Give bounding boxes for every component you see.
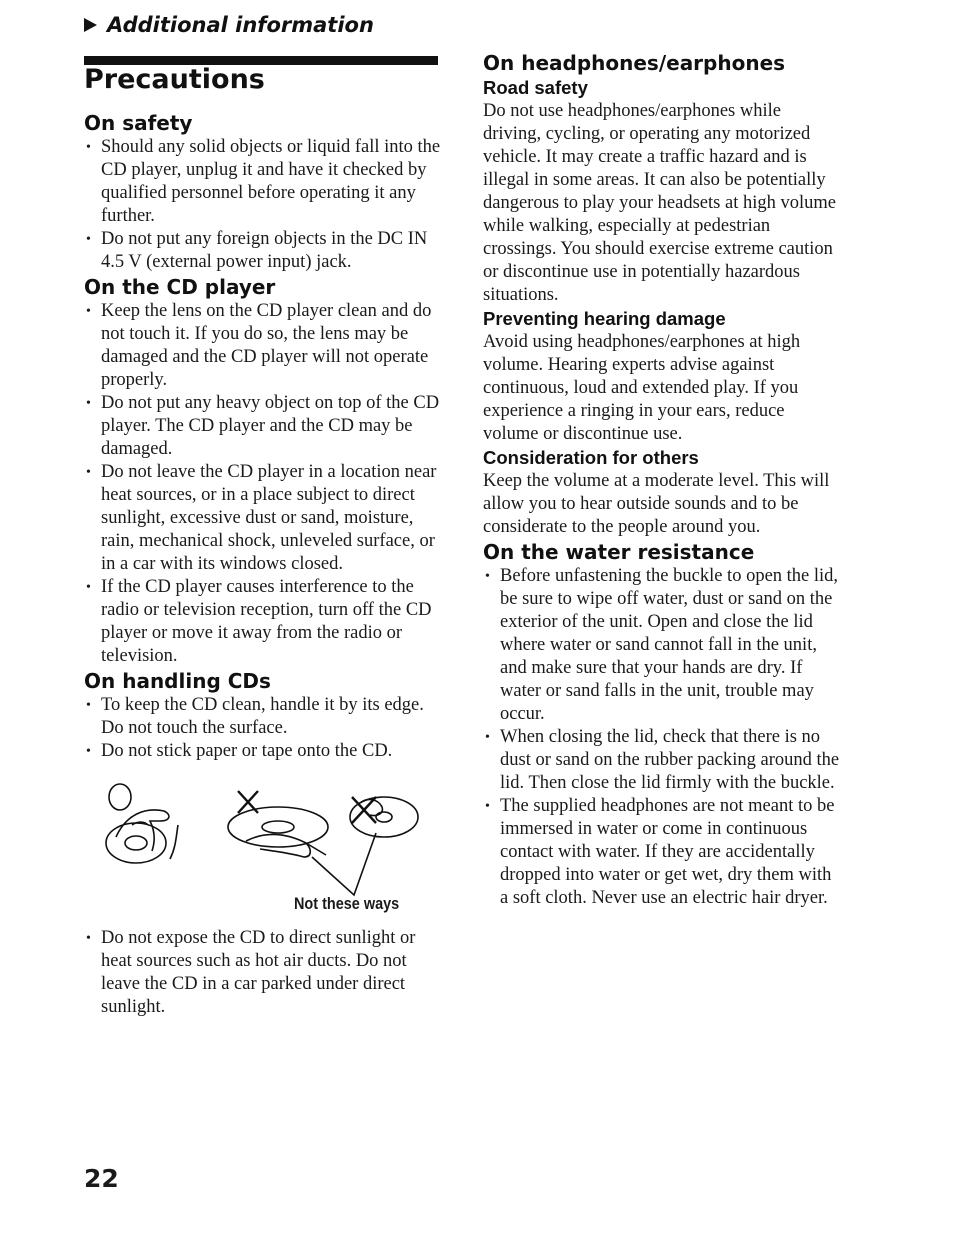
handling-list [84, 694, 444, 763]
list-item: • Do not leave the CD player in a location near heat sources, or in a place subject to direct sunlight, excessive dust or sand, moisture, rain, mechanical shock, unleveled surface, or in a car with its windows closed. [84, 461, 444, 576]
heading-on-handling-cds: On handling CDs [84, 669, 271, 693]
list-item: • Before unfastening the buckle to open the lid, be sure to wipe off water, dust or sand on the exterior of the unit. Open and close the lid where water or sand cannot fall in the unit, and make sure that your hands are dry. If water or sand falls in the unit, trouble may occur. [483, 565, 843, 726]
list-item: • The supplied headphones are not meant to be immersed in water or come in continuous contact with water. If they are accidentally dropped into water or get wet, dry them with a soft cloth. Never use an electric hair dryer. [483, 795, 843, 910]
illustration-caption: Not these ways [294, 894, 400, 913]
triangle-right-icon [84, 18, 97, 32]
cd-handling-illustration [98, 777, 438, 927]
heading-preventing-hearing-damage: Preventing hearing damage [483, 308, 726, 329]
list-item: • Do not expose the CD to direct sunlight or heat sources such as hot air ducts. Do not leave the CD in a car parked under direct sunlight. [84, 927, 444, 1019]
list-item: • Do not stick paper or tape onto the CD. [84, 740, 444, 763]
road-safety-text: Do not use headphones/earphones while driving, cycling, or operating any motorized vehicle. It may create a traffic hazard and is illegal in some areas. It can also be potentially dangerous to play your headsets at high volume while walking, especially at pedestrian crossings. You should exercise extreme caution or discontinue use in potentially hazardous situations. [483, 101, 836, 305]
list-item: • Should any solid objects or liquid fall into the CD player, unplug it and have it checked by qualified personnel before operating it any further. [84, 136, 444, 228]
heading-water-resistance: On the water resistance [483, 540, 755, 564]
list-item: • To keep the CD clean, handle it by its edge. Do not touch the surface. [84, 694, 444, 740]
list-item: • Do not put any heavy object on top of the CD player. The CD player and the CD may be damaged. [84, 392, 444, 461]
list-item: • When closing the lid, check that there is no dust or sand on the rubber packing around the lid. Then close the lid firmly with the buckle. [483, 726, 843, 795]
right-column [483, 50, 843, 910]
list-item: • Keep the lens on the CD player clean and do not touch it. If you do so, the lens may be damaged and the CD player will not operate properly. [84, 300, 444, 392]
page-title: Precautions [84, 64, 265, 95]
list-item: • Do not put any foreign objects in the DC IN 4.5 V (external power input) jack. [84, 228, 444, 274]
ok-circle-icon [109, 784, 131, 810]
safety-list [84, 136, 444, 274]
hearing-text: Avoid using headphones/earphones at high volume. Hearing experts advise against continuous, loud and extended play. If you experience a ringing in your ears, reduce volume or discontinue use. [483, 332, 801, 444]
section-label-text: Additional information [107, 13, 374, 37]
list-item: • If the CD player causes interference to the radio or television reception, turn off the CD player or move it away from the radio or television. [84, 576, 444, 668]
heading-on-headphones: On headphones/earphones [483, 51, 786, 75]
handling-list-continued [84, 927, 444, 1019]
left-column [84, 110, 444, 1019]
heading-consideration-for-others: Consideration for others [483, 447, 699, 468]
heading-road-safety: Road safety [483, 77, 588, 98]
section-label [84, 13, 374, 37]
cd-player-list [84, 300, 444, 668]
page-number: 22 [84, 1164, 119, 1193]
heading-on-safety: On safety [84, 111, 193, 135]
others-text: Keep the volume at a moderate level. This will allow you to hear outside sounds and to be considerate to the people around you. [483, 471, 830, 537]
water-list [483, 565, 843, 910]
heading-on-cd-player: On the CD player [84, 275, 276, 299]
